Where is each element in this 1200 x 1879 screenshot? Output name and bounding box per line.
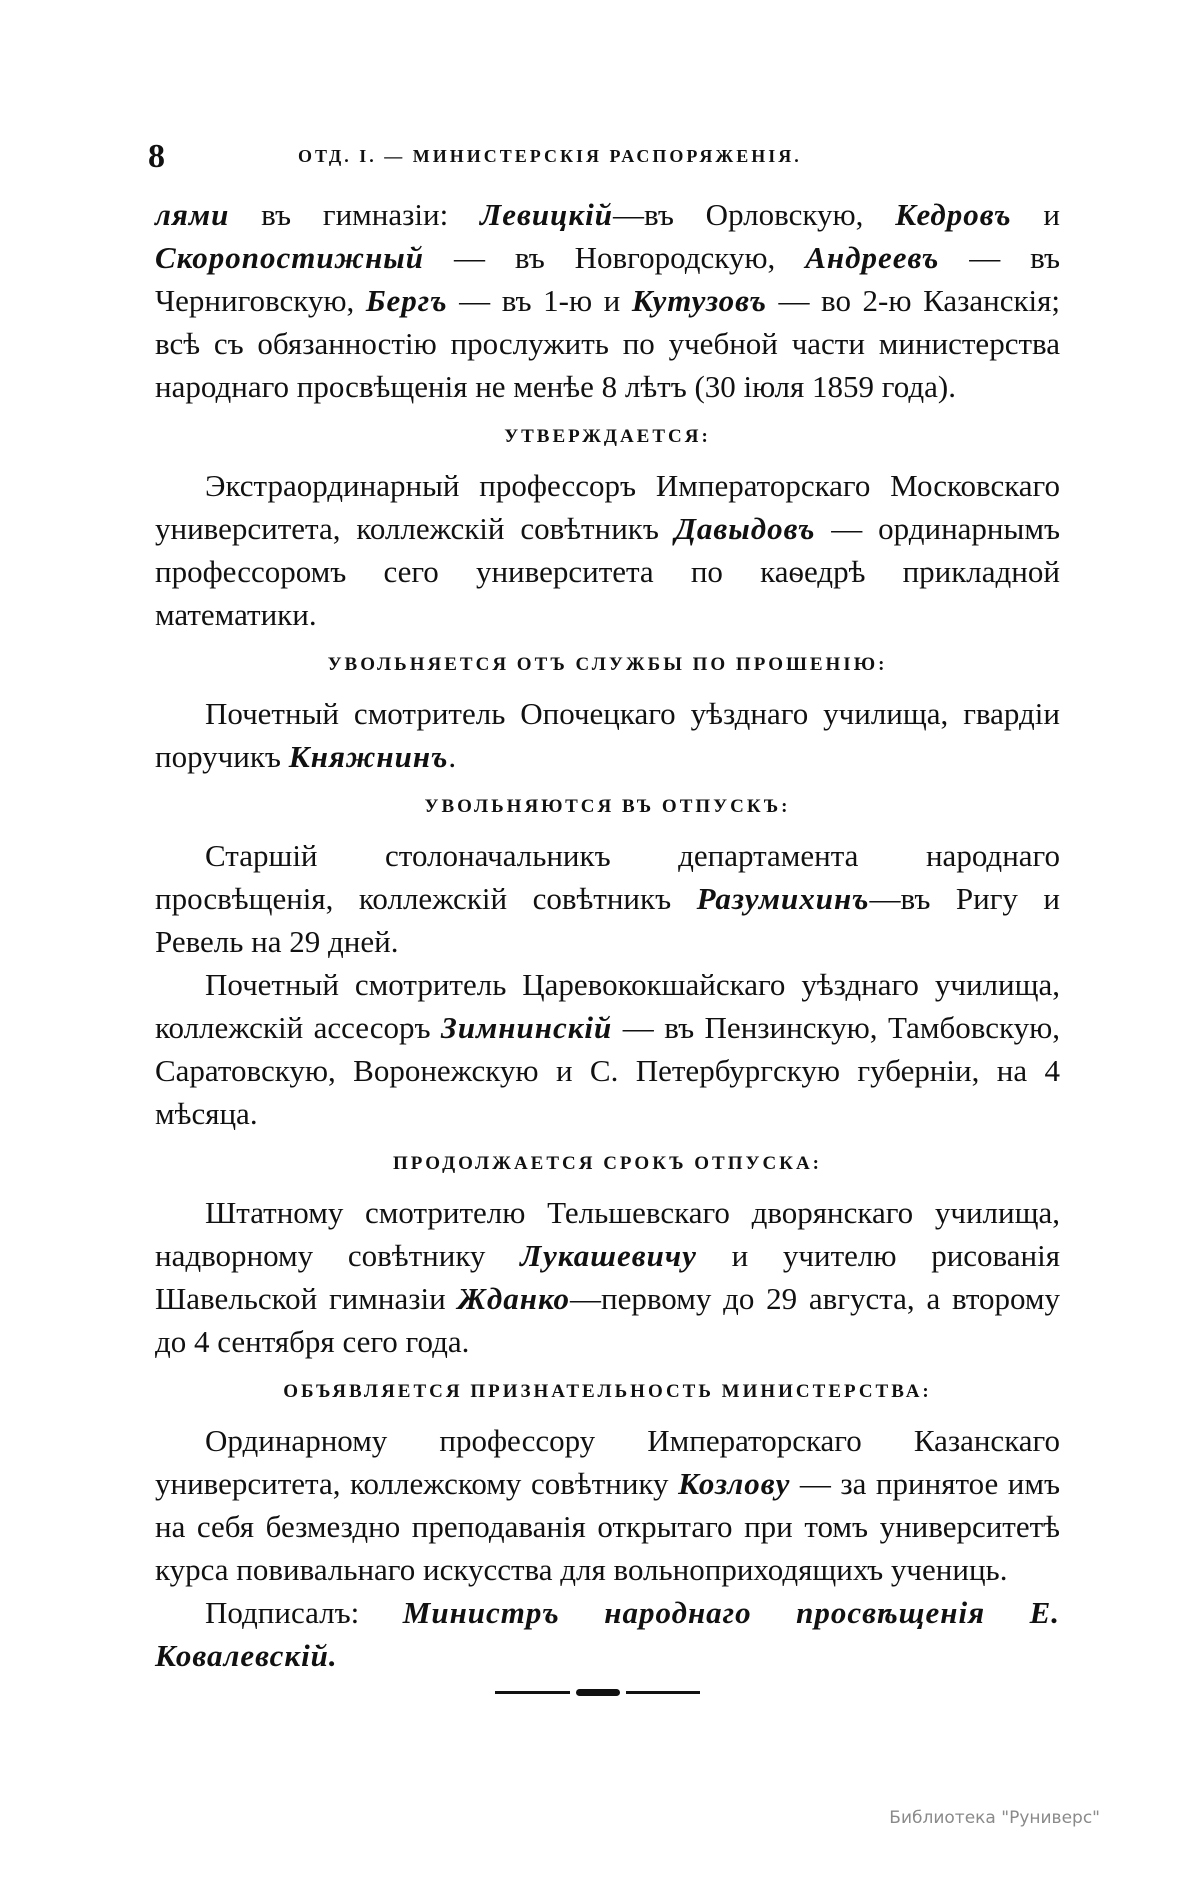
paragraph xyxy=(155,193,1060,408)
italic-name: Кутузовъ xyxy=(631,283,767,318)
paragraph xyxy=(155,1419,1060,1591)
text-run: — за принятое имъ на себя безмездно преподаванія открытаго при томъ университетѣ курса повивальнаго искусства для вольноприходящихъ учениць. xyxy=(155,1466,1060,1587)
section-heading: ПРОДОЛЖАЕТСЯ СРОКЪ ОТПУСКА: xyxy=(393,1153,822,1174)
section-heading: УВОЛЬНЯЕТСЯ ОТЪ СЛУЖБЫ ПО ПРОШЕНІЮ: xyxy=(327,654,888,675)
italic-name: Княжнинъ xyxy=(288,739,449,774)
end-ornament xyxy=(495,1689,700,1695)
ornament-line xyxy=(495,1691,570,1694)
text-run: — во 2-ю Казанскія; всѣ съ обязанностію прослужить по учебной части министерства народнаго просвѣщенія не менѣе 8 лѣтъ (30 іюля 1859 года). xyxy=(155,283,1060,404)
italic-name: Лукашевичу xyxy=(520,1238,697,1273)
text-run: Штатному смотрителю Тельшевскаго дворянскаго училища, надворному совѣтнику xyxy=(155,1195,1060,1273)
library-watermark: Библиотека "Руниверс" xyxy=(889,1808,1100,1828)
italic-name: Зимнинскій xyxy=(441,1010,613,1045)
paragraph xyxy=(155,692,1060,778)
italic-name: Кедровъ xyxy=(895,197,1012,232)
italic-name: Скоропостижный xyxy=(155,240,425,275)
text-run: Подписалъ: xyxy=(205,1595,403,1630)
italic-name: Бергъ xyxy=(365,283,448,318)
section-heading: УВОЛЬНЯЮТСЯ ВЪ ОТПУСКЪ: xyxy=(424,796,791,817)
text-run: Почетный смотритель Царевококшайскаго уѣзднаго училища, коллежскій ассесоръ xyxy=(155,967,1060,1045)
text-run: — ординарнымъ профессоромъ сего университета по каѳедрѣ прикладной математики. xyxy=(155,511,1060,632)
section-heading: ОБЪЯВЛЯЕТСЯ ПРИЗНАТЕЛЬНОСТЬ МИНИСТЕРСТВА: xyxy=(283,1381,932,1402)
text-run: и учителю рисованія Шавельской гимназіи xyxy=(155,1238,1060,1316)
italic-name: Разумихинъ xyxy=(696,881,870,916)
italic-name: Левицкій xyxy=(480,197,613,232)
page-body xyxy=(155,193,1060,1677)
italic-name: лями xyxy=(155,197,230,232)
page-header xyxy=(148,138,1058,178)
page-number: 8 xyxy=(148,138,165,175)
text-run: — въ Новгородскую, xyxy=(424,240,806,275)
paragraph xyxy=(155,1191,1060,1363)
italic-name: Козлову xyxy=(678,1466,791,1501)
paragraph xyxy=(155,1591,1060,1677)
text-run: —первому до 29 августа, а второму до 4 сентября сего года. xyxy=(155,1281,1060,1359)
section-heading: УТВЕРЖДАЕТСЯ: xyxy=(504,426,711,447)
text-run: —въ Ригу и Ревель на 29 дней. xyxy=(155,881,1061,959)
text-run: . xyxy=(448,739,457,774)
text-run: — въ Пензинскую, Тамбовскую, Саратовскую, Воронежскую и С. Петербургскую губерніи, на 4 мѣсяца. xyxy=(155,1010,1061,1131)
text-run: Почетный смотритель Опочецкаго уѣзднаго училища, гвардіи поручикъ xyxy=(155,696,1060,774)
paragraph xyxy=(155,464,1060,636)
italic-name: Андреевъ xyxy=(805,240,940,275)
text-run: — въ Черниговскую, xyxy=(155,240,1060,318)
text-run: и xyxy=(1011,197,1060,232)
italic-name: Министръ народнаго просвѣщенія Е. Ковалевскій. xyxy=(155,1595,1060,1673)
text-run: —въ Орловскую, xyxy=(612,197,896,232)
paragraph xyxy=(155,834,1060,963)
text-run: Старшій столоначальникъ департамента народнаго просвѣщенія, коллежскій совѣтникъ xyxy=(155,838,1060,916)
text-run: въ гимназіи: xyxy=(229,197,481,232)
italic-name: Жданко xyxy=(457,1281,571,1316)
text-run: — въ 1-ю и xyxy=(447,283,632,318)
ornament-knot xyxy=(576,1689,620,1696)
text-run: Экстраординарный профессоръ Императорскаго Московскаго университета, коллежскій совѣтникъ xyxy=(155,468,1060,546)
paragraph xyxy=(155,963,1060,1135)
running-head: ОТД. I. — МИНИСТЕРСКІЯ РАСПОРЯЖЕНІЯ. xyxy=(298,146,802,166)
italic-name: Давыдовъ xyxy=(674,511,816,546)
text-run: Ординарному профессору Императорскаго Казанскаго университета, коллежскому совѣтнику xyxy=(155,1423,1060,1501)
ornament-line xyxy=(626,1691,701,1694)
